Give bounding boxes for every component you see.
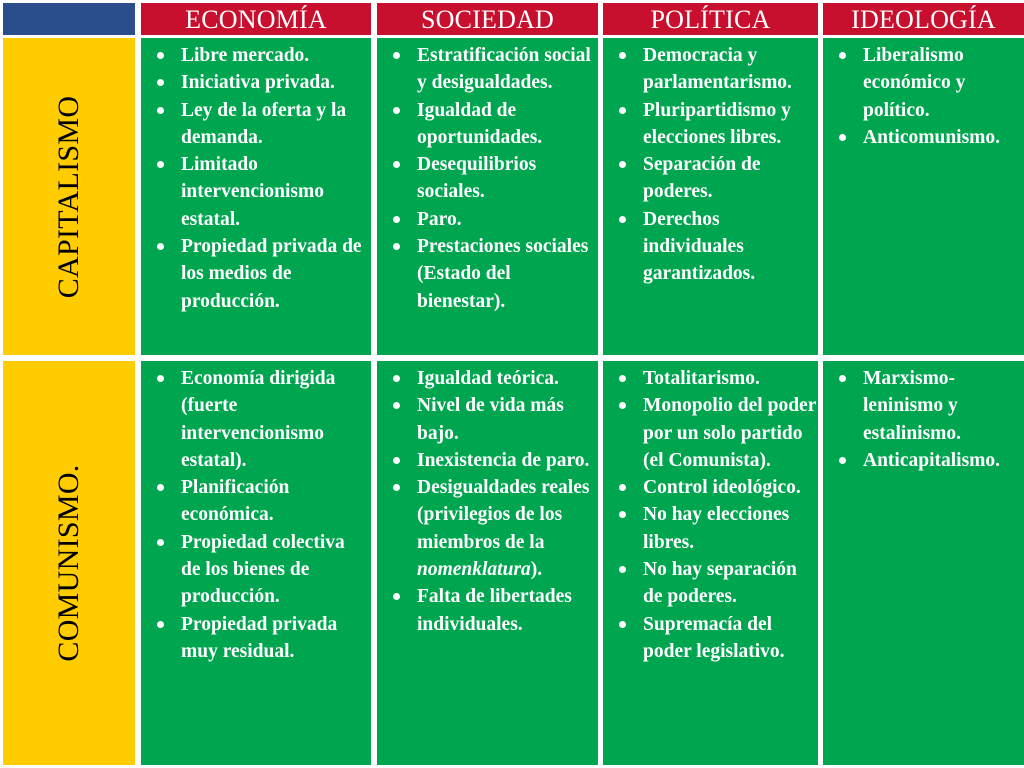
- list-item: Economía dirigida (fuerte intervencionismo estatal).: [156, 365, 369, 474]
- nomenklatura-term: nomenklatura: [417, 559, 531, 581]
- list-item: Desequilibrios sociales.: [392, 151, 596, 206]
- list-item: No hay elecciones libres.: [618, 501, 816, 556]
- column-header-sociedad: SOCIEDAD: [377, 3, 598, 35]
- list-item: Inexistencia de paro.: [392, 447, 596, 474]
- list-item: Control ideológico.: [618, 474, 816, 501]
- list-item: Separación de poderes.: [618, 151, 816, 206]
- list-item: Libre mercado.: [156, 42, 369, 69]
- list-item: Liberalismo económico y político.: [838, 42, 1022, 124]
- bullet-list: [392, 42, 596, 315]
- list-item: Propiedad privada de los medios de producción.: [156, 233, 369, 315]
- bullet-list: [618, 42, 816, 288]
- row-label-comunismo: [3, 361, 135, 765]
- list-item: Estratificación social y desigualdades.: [392, 42, 596, 97]
- row-label-capitalismo: [3, 38, 135, 355]
- column-header-politica: POLÍTICA: [603, 3, 818, 35]
- list-item-text: Desigualdades reales (privilegios de los miembros de la: [417, 477, 590, 553]
- list-item: Democracia y parlamentarismo.: [618, 42, 816, 97]
- list-item: Paro.: [392, 206, 596, 233]
- bullet-list: [838, 365, 1022, 474]
- row-label-text: COMUNISMO.: [52, 464, 85, 662]
- list-item: Anticomunismo.: [838, 124, 1022, 151]
- list-item: [392, 474, 596, 583]
- column-header-economia: ECONOMÍA: [141, 3, 371, 35]
- column-header-ideologia: IDEOLOGÍA: [823, 3, 1024, 35]
- list-item: Nivel de vida más bajo.: [392, 392, 596, 447]
- list-item: Falta de libertades individuales.: [392, 583, 596, 638]
- bullet-list: [838, 42, 1022, 151]
- list-item: Supremacía del poder legislativo.: [618, 611, 816, 666]
- list-item: No hay separación de poderes.: [618, 556, 816, 611]
- list-item: Propiedad colectiva de los bienes de producción.: [156, 529, 369, 611]
- list-item: Pluripartidismo y elecciones libres.: [618, 97, 816, 152]
- list-item: Marxismo-leninismo y estalinismo.: [838, 365, 1022, 447]
- cell-capitalismo-ideologia: [823, 38, 1024, 355]
- bullet-list: [618, 365, 816, 665]
- list-item: Iniciativa privada.: [156, 69, 369, 96]
- list-item: Monopolio del poder por un solo partido (el Comunista).: [618, 392, 816, 474]
- list-item: Igualdad teórica.: [392, 365, 596, 392]
- list-item: Limitado intervencionismo estatal.: [156, 151, 369, 233]
- list-item: Prestaciones sociales (Estado del bienestar).: [392, 233, 596, 315]
- cell-capitalismo-politica: [603, 38, 818, 355]
- cell-comunismo-economia: [141, 361, 371, 765]
- bullet-list: [392, 365, 596, 638]
- cell-capitalismo-economia: [141, 38, 371, 355]
- list-item: Propiedad privada muy residual.: [156, 611, 369, 666]
- list-item: Totalitarismo.: [618, 365, 816, 392]
- bullet-list: [156, 365, 369, 665]
- table-corner: [3, 3, 135, 35]
- list-item-tail: ).: [530, 559, 543, 581]
- list-item: Igualdad de oportunidades.: [392, 97, 596, 152]
- list-item: Derechos individuales garantizados.: [618, 206, 816, 288]
- bullet-list: [156, 42, 369, 315]
- cell-comunismo-politica: [603, 361, 818, 765]
- row-label-text: CAPITALISMO: [52, 95, 85, 298]
- list-item: Planificación económica.: [156, 474, 369, 529]
- cell-comunismo-sociedad: [377, 361, 598, 765]
- cell-comunismo-ideologia: [823, 361, 1024, 765]
- cell-capitalismo-sociedad: [377, 38, 598, 355]
- list-item: Ley de la oferta y la demanda.: [156, 97, 369, 152]
- list-item: Anticapitalismo.: [838, 447, 1022, 474]
